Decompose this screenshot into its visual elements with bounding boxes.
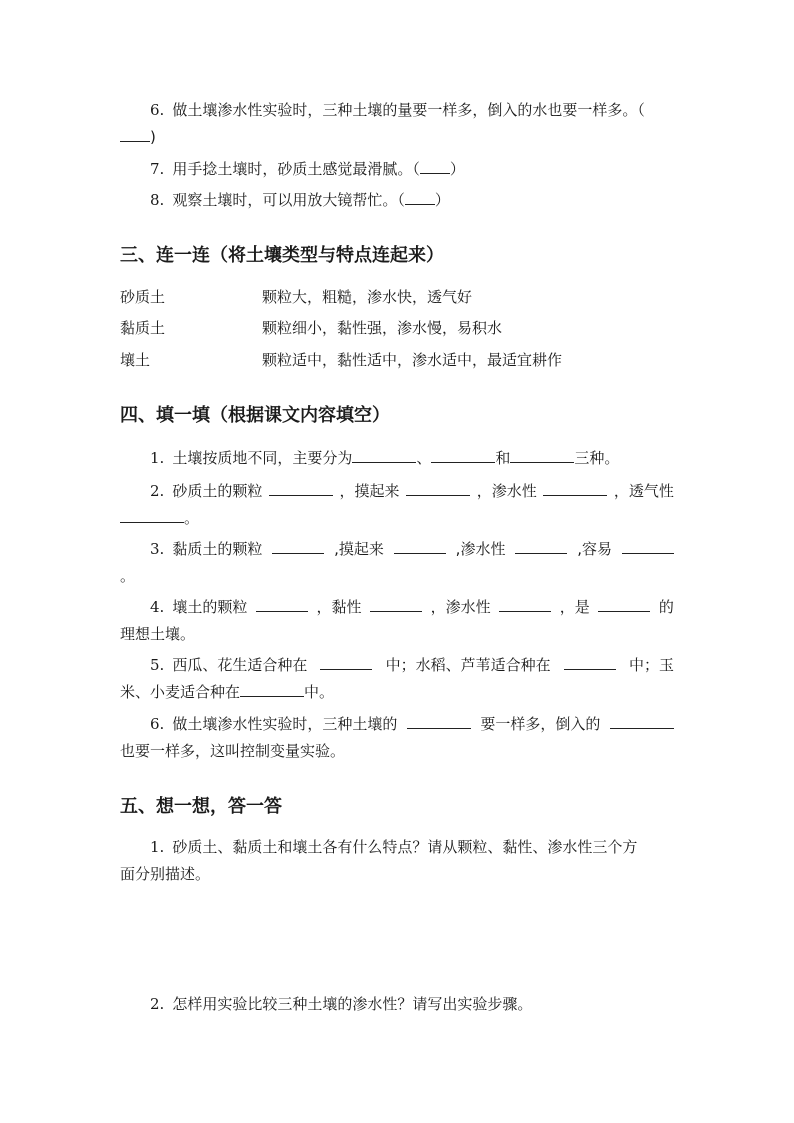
question-text: 砂质土、黏质土和壤土各有什么特点？请从颗粒、黏性、渗水性三个方 bbox=[172, 838, 638, 856]
answer-blank[interactable] bbox=[269, 481, 333, 496]
question-text: 三种。 bbox=[574, 449, 620, 467]
fill-question-1 bbox=[150, 448, 619, 468]
bracket-close: ） bbox=[449, 160, 465, 178]
answer-blank[interactable] bbox=[405, 190, 435, 205]
answer-blank[interactable] bbox=[406, 481, 470, 496]
answer-blank[interactable] bbox=[120, 127, 150, 142]
question-text: 怎样用实验比较三种土壤的渗水性？请写出实验步骤。 bbox=[172, 995, 533, 1013]
answer-blank[interactable] bbox=[407, 714, 471, 729]
question-text: ，是 bbox=[559, 598, 590, 616]
question-number: 2. bbox=[150, 995, 165, 1013]
question-text: 中；水稻、芦苇适合种在 bbox=[385, 656, 551, 674]
question-text: 砂质土的颗粒 bbox=[172, 482, 263, 500]
fill-question-5-cont bbox=[120, 682, 334, 702]
question-text: 和 bbox=[495, 449, 511, 467]
match-type-2[interactable]: 黏质土 bbox=[120, 319, 166, 337]
fill-question-4 bbox=[150, 597, 674, 617]
question-text: 中。 bbox=[304, 683, 335, 701]
fill-question-6-cont bbox=[120, 741, 345, 761]
question-text: 中；玉 bbox=[628, 656, 674, 674]
question-text: 米、小麦适合种在 bbox=[120, 683, 241, 701]
question-text: ，摸起来 bbox=[339, 482, 400, 500]
answer-area-2[interactable] bbox=[120, 1020, 674, 1110]
fill-question-2-cont bbox=[120, 508, 199, 528]
answer-blank[interactable] bbox=[564, 655, 616, 670]
question-text: 西瓜、花生适合种在 bbox=[172, 656, 308, 674]
question-number: 8. bbox=[150, 191, 165, 209]
question-number: 5. bbox=[150, 656, 165, 674]
answer-blank[interactable] bbox=[272, 539, 324, 554]
question-text: 要一样多，倒入的 bbox=[480, 715, 601, 733]
judge-question-6-cont bbox=[120, 127, 156, 147]
question-text: 。 bbox=[120, 567, 136, 585]
question-text: 壤土的颗粒 bbox=[172, 598, 248, 616]
match-feature-2[interactable]: 颗粒细小，黏性强，渗水慢，易积水 bbox=[262, 319, 503, 337]
question-text: 做土壤渗水性实验时，三种土壤的 bbox=[172, 715, 398, 733]
short-answer-question-2 bbox=[150, 994, 532, 1014]
short-answer-question-1-cont bbox=[120, 864, 210, 884]
section-4-title: 四、填一填（根据课文内容填空） bbox=[120, 405, 390, 426]
question-text: ，黏性 bbox=[316, 598, 362, 616]
question-number: 2. bbox=[150, 482, 165, 500]
question-text: 面分别描述。 bbox=[120, 865, 211, 883]
match-type-1[interactable]: 砂质土 bbox=[120, 288, 166, 306]
question-text: 理想土壤。 bbox=[120, 625, 196, 643]
judge-question-7 bbox=[150, 159, 465, 179]
match-type-3[interactable]: 壤土 bbox=[120, 351, 151, 369]
fill-question-3-cont bbox=[120, 566, 135, 586]
question-number: 4. bbox=[150, 598, 165, 616]
answer-blank[interactable] bbox=[598, 597, 650, 612]
answer-blank[interactable] bbox=[499, 597, 551, 612]
question-text: ,容易 bbox=[577, 540, 613, 558]
answer-blank[interactable] bbox=[352, 448, 416, 463]
answer-blank[interactable] bbox=[543, 481, 607, 496]
question-text: 土壤按质地不同，主要分为 bbox=[172, 449, 353, 467]
answer-blank[interactable] bbox=[420, 159, 450, 174]
fill-question-5 bbox=[150, 655, 674, 675]
match-feature-1[interactable]: 颗粒大，粗糙，渗水快，透气好 bbox=[262, 288, 473, 306]
answer-blank[interactable] bbox=[610, 714, 674, 729]
fill-question-3 bbox=[150, 539, 674, 559]
answer-blank[interactable] bbox=[256, 597, 308, 612]
question-number: 1. bbox=[150, 449, 165, 467]
question-text: ，渗水性 bbox=[430, 598, 491, 616]
answer-blank[interactable] bbox=[394, 539, 446, 554]
fill-question-2 bbox=[150, 481, 674, 501]
answer-blank[interactable] bbox=[240, 682, 304, 697]
question-number: 6. bbox=[150, 715, 165, 733]
judge-question-8 bbox=[150, 190, 450, 210]
question-number: 3. bbox=[150, 540, 165, 558]
question-text: ,渗水性 bbox=[455, 540, 506, 558]
question-text: 的 bbox=[658, 598, 674, 616]
question-text: 、 bbox=[416, 449, 432, 467]
match-feature-3[interactable]: 颗粒适中，黏性适中，渗水适中，最适宜耕作 bbox=[262, 351, 563, 369]
question-text: 做土壤渗水性实验时，三种土壤的量要一样多，倒入的水也要一样多。（ bbox=[172, 101, 645, 119]
question-text: 也要一样多，这叫控制变量实验。 bbox=[120, 742, 346, 760]
fill-question-4-cont bbox=[120, 624, 195, 644]
question-text: ，透气性 bbox=[613, 482, 674, 500]
answer-blank[interactable] bbox=[120, 508, 184, 523]
question-text: ，渗水性 bbox=[476, 482, 537, 500]
bracket-close: ) bbox=[150, 128, 156, 146]
answer-blank[interactable] bbox=[515, 539, 567, 554]
answer-blank[interactable] bbox=[320, 655, 372, 670]
section-3-title: 三、连一连（将土壤类型与特点连起来） bbox=[120, 245, 444, 266]
question-number: 1. bbox=[150, 838, 165, 856]
answer-blank[interactable] bbox=[510, 448, 574, 463]
answer-area-1[interactable] bbox=[120, 890, 674, 980]
answer-blank[interactable] bbox=[622, 539, 674, 554]
question-number: 6. bbox=[150, 101, 165, 119]
question-number: 7. bbox=[150, 160, 165, 178]
question-text: 。 bbox=[184, 509, 200, 527]
question-text: 黏质土的颗粒 bbox=[172, 540, 263, 558]
question-text: 观察土壤时，可以用放大镜帮忙。（ bbox=[172, 191, 405, 209]
question-text: ,摸起来 bbox=[334, 540, 384, 558]
answer-blank[interactable] bbox=[370, 597, 422, 612]
bracket-close: ） bbox=[434, 191, 450, 209]
answer-blank[interactable] bbox=[431, 448, 495, 463]
judge-question-6 bbox=[150, 100, 645, 120]
section-5-title: 五、想一想，答一答 bbox=[120, 796, 282, 817]
short-answer-question-1 bbox=[150, 837, 637, 857]
fill-question-6 bbox=[150, 714, 674, 734]
question-text: 用手捻土壤时，砂质土感觉最滑腻。（ bbox=[172, 160, 420, 178]
